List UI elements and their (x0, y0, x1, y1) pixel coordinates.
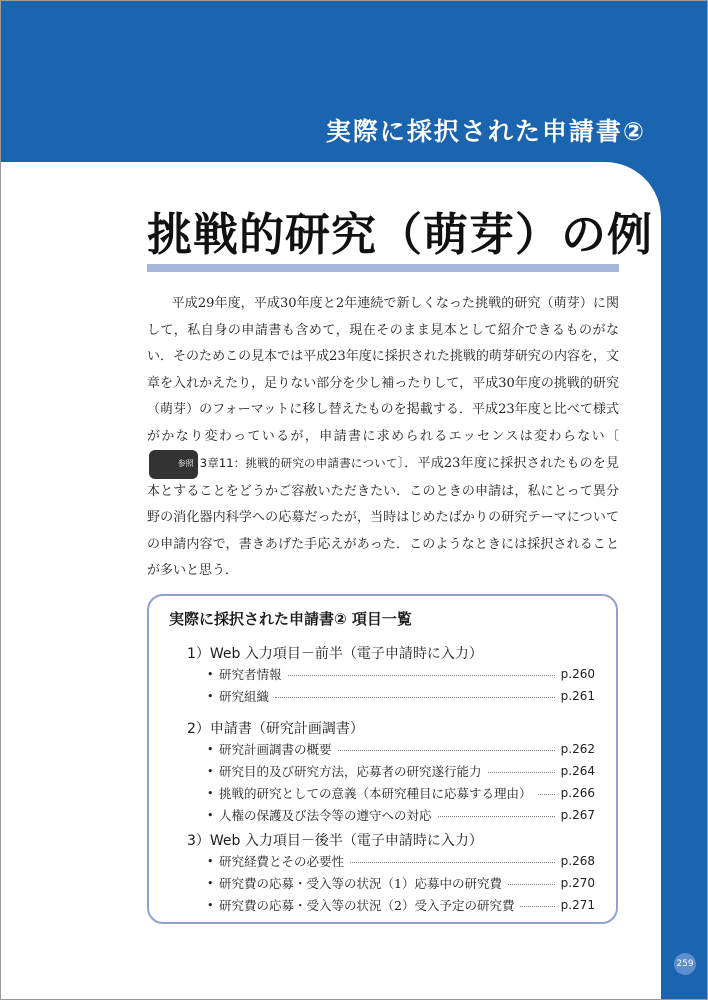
toc-item-page: p.262 (560, 742, 595, 756)
toc-item[interactable] (207, 760, 595, 782)
toc-item[interactable] (207, 738, 595, 760)
toc-item-label: 研究計画調書の概要 (219, 742, 332, 757)
bullet-icon: • (207, 689, 214, 703)
toc-item-page: p.270 (560, 876, 595, 890)
toc-item-page: p.260 (560, 667, 595, 681)
toc-item[interactable] (207, 850, 595, 872)
toc-item-label: 研究費の応募・受入等の状況（1）応募中の研究費 (219, 876, 502, 891)
dot-leader (508, 884, 555, 885)
toc-item-page: p.271 (560, 898, 595, 912)
intro-text-after: 〕．平成23年度に採択されたものを見本とすることをどうかご容赦いただきたい．このときの申請は，私にとって異分野の消化器内科学への応募だったが，当時はじめたばかりの研究テーマについての申請内容で，書きあげた手応えがあった．このようなときには採択されることが多いと思う． (147, 456, 620, 578)
toc-item[interactable] (207, 663, 595, 685)
dot-leader (350, 862, 555, 863)
bullet-icon: • (207, 742, 214, 756)
bullet-icon: • (207, 667, 214, 681)
page-number-badge: 259 (674, 953, 696, 975)
toc-item-label: 研究経費とその必要性 (219, 854, 345, 869)
toc-item-label: 研究者情報 (219, 667, 282, 682)
bullet-icon: • (207, 898, 214, 912)
toc-item-label: 研究組織 (219, 689, 270, 704)
toc-item-page: p.267 (560, 808, 595, 822)
intro-paragraph (147, 291, 619, 585)
bullet-icon: • (207, 786, 214, 800)
dot-leader (288, 675, 555, 676)
chapter-title: 実際に採択された申請書② (325, 117, 646, 146)
toc-item-page: p.268 (560, 854, 595, 868)
toc-item-label: 人権の保護及び法令等の遵守への対応 (219, 808, 432, 823)
toc-item-page: p.266 (560, 786, 595, 800)
reference-text[interactable]: 3章11：挑戦的研究の申請書について (199, 456, 398, 470)
toc-section-title: 3）Web 入力項目－後半（電子申請時に入力） (187, 833, 483, 849)
bullet-icon: • (207, 876, 214, 890)
dot-leader (275, 697, 555, 698)
dot-leader (488, 772, 555, 773)
toc-item-label: 研究費の応募・受入等の状況（2）受入予定の研究費 (219, 898, 515, 913)
toc-section-title: 2）申請書（研究計画調書） (187, 721, 364, 737)
toc-item-page: p.261 (560, 689, 595, 703)
bullet-icon: • (207, 764, 214, 778)
toc-item[interactable] (207, 685, 595, 707)
toc-heading: 実際に採択された申請書② 項目一覧 (169, 610, 412, 628)
toc-item[interactable] (207, 894, 595, 916)
toc-item-page: p.264 (560, 764, 595, 778)
toc-box (147, 594, 618, 924)
toc-item-label: 挑戦的研究としての意義（本研究種目に応募する理由） (219, 786, 532, 801)
toc-item[interactable] (207, 782, 595, 804)
title-underline (147, 264, 619, 272)
bullet-icon: • (207, 854, 214, 868)
toc-item[interactable] (207, 872, 595, 894)
dot-leader (438, 816, 555, 817)
dot-leader (338, 750, 555, 751)
bullet-icon: • (207, 808, 214, 822)
toc-item[interactable] (207, 804, 595, 826)
toc-item-label: 研究目的及び研究方法，応募者の研究遂行能力 (219, 764, 482, 779)
page-title: 挑戦的研究（萌芽）の例 (147, 208, 654, 261)
intro-text-before: 平成29年度，平成30年度と2年連続で新しくなった挑戦的研究（萌芽）に関して，私自身の申請書も含めて，現在そのまま見本として紹介できるものがない．そのためこの見本では平成23年度に採択された挑戦的萌芽研究の内容を，文章を入れかえたり，足りない部分を少し補ったりして，平成30年度の挑戦的研究（萌芽）のフォーマットに移し替えたものを掲載する．平成23年度と比べて様式がかなり変わっているが，申請書に求められるエッセンスは変わらない〔 (147, 296, 619, 444)
dot-leader (520, 906, 554, 907)
dot-leader (538, 794, 555, 795)
reference-badge: 参照 (149, 450, 198, 479)
toc-section-title: 1）Web 入力項目－前半（電子申請時に入力） (187, 646, 483, 662)
